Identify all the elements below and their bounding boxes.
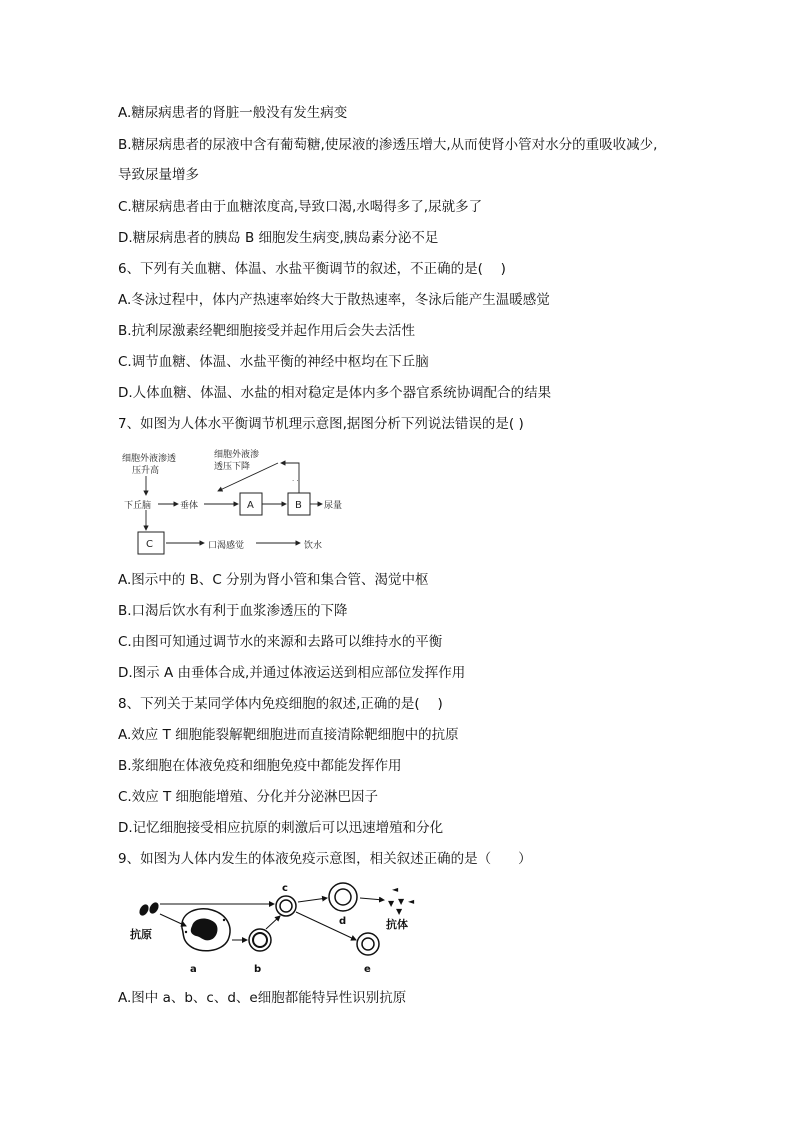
svg-text:▼: ▼ bbox=[388, 899, 395, 908]
q6-option-b: B.抗利尿激素经靶细胞接受并起作用后会失去活性 bbox=[118, 323, 416, 339]
label-cell-e: e bbox=[364, 964, 371, 975]
q8-option-b: B.浆细胞在体液免疫和细胞免疫中都能发挥作用 bbox=[118, 758, 402, 774]
humoral-immunity-diagram bbox=[126, 880, 426, 978]
option-6prev-d: D.糖尿病患者的胰岛 B 细胞发生病变,胰岛素分泌不足 bbox=[118, 230, 439, 246]
q7-option-a: A.图示中的 B、C 分别为肾小管和集合管、渴觉中枢 bbox=[118, 572, 429, 588]
q6-option-c: C.调节血糖、体温、水盐平衡的神经中枢均在下丘脑 bbox=[118, 354, 429, 370]
box-c-label: C bbox=[146, 539, 153, 550]
svg-text:▼: ▼ bbox=[396, 907, 403, 916]
svg-text:◄: ◄ bbox=[408, 897, 415, 906]
q9-option-a: A.图中 a、b、c、d、e细胞都能特异性识别抗原 bbox=[118, 990, 407, 1006]
question-6: 6、下列有关血糖、体温、水盐平衡调节的叙述，不正确的是( ) bbox=[118, 261, 506, 277]
box-b-label: B bbox=[295, 500, 302, 511]
q6-option-d: D.人体血糖、体温、水盐的相对稳定是体内多个器官系统协调配合的结果 bbox=[118, 385, 552, 401]
label-cell-a: a bbox=[190, 964, 197, 975]
q7-option-c: C.由图可知通过调节水的来源和去路可以维持水的平衡 bbox=[118, 634, 443, 650]
label-antigen: 抗原 bbox=[130, 928, 152, 941]
svg-text:· ·: · · bbox=[292, 477, 299, 485]
option-6prev-c: C.糖尿病患者由于血糖浓度高,导致口渴,水喝得多了,尿就多了 bbox=[118, 199, 483, 215]
label-pituitary: 垂体 bbox=[180, 501, 199, 511]
q8-option-c: C.效应 T 细胞能增殖、分化并分泌淋巴因子 bbox=[118, 789, 379, 805]
label-thirst: 口渴感觉 bbox=[208, 541, 245, 551]
label-antibody: 抗体 bbox=[386, 918, 408, 931]
question-7: 7、如图为人体水平衡调节机理示意图,据图分析下列说法错误的是( ) bbox=[118, 416, 524, 432]
question-8: 8、下列关于某同学体内免疫细胞的叙述,正确的是( ) bbox=[118, 696, 443, 712]
water-balance-diagram bbox=[118, 447, 368, 559]
label-cell-d: d bbox=[339, 916, 347, 927]
svg-text:◄: ◄ bbox=[392, 885, 399, 894]
option-6prev-a: A.糖尿病患者的肾脏一般没有发生病变 bbox=[118, 105, 348, 121]
q7-option-d: D.图示 A 由垂体合成,并通过体液运送到相应部位发挥作用 bbox=[118, 665, 466, 681]
label-drink: 饮水 bbox=[304, 541, 323, 551]
q7-option-b: B.口渴后饮水有利于血浆渗透压的下降 bbox=[118, 603, 348, 619]
label-osmotic-rise-1: 细胞外液渗透 bbox=[122, 454, 177, 464]
q6-option-a: A.冬泳过程中，体内产热速率始终大于散热速率，冬泳后能产生温暖感觉 bbox=[118, 292, 550, 308]
label-osmotic-fall-2: 透压下降 bbox=[214, 462, 251, 472]
label-hypothalamus: 下丘脑 bbox=[124, 501, 152, 511]
svg-text:▼: ▼ bbox=[398, 897, 405, 906]
label-cell-b: b bbox=[254, 964, 262, 975]
q8-option-a: A.效应 T 细胞能裂解靶细胞进而直接清除靶细胞中的抗原 bbox=[118, 727, 459, 743]
option-6prev-b: B.糖尿病患者的尿液中含有葡萄糖,使尿液的渗透压增大,从而使肾小管对水分的重吸收减少, bbox=[118, 137, 658, 153]
question-9: 9、如图为人体内发生的体液免疫示意图，相关叙述正确的是（ ） bbox=[118, 851, 532, 867]
label-osmotic-rise-2: 压升高 bbox=[132, 466, 160, 476]
box-a-label: A bbox=[247, 500, 254, 511]
q8-option-d: D.记忆细胞接受相应抗原的刺激后可以迅速增殖和分化 bbox=[118, 820, 444, 836]
label-urine-volume: 尿量 bbox=[324, 501, 343, 511]
option-6prev-b-cont: 导致尿量增多 bbox=[118, 167, 199, 183]
label-osmotic-fall-1: 细胞外液渗 bbox=[214, 450, 260, 460]
label-cell-c: c bbox=[282, 883, 288, 894]
